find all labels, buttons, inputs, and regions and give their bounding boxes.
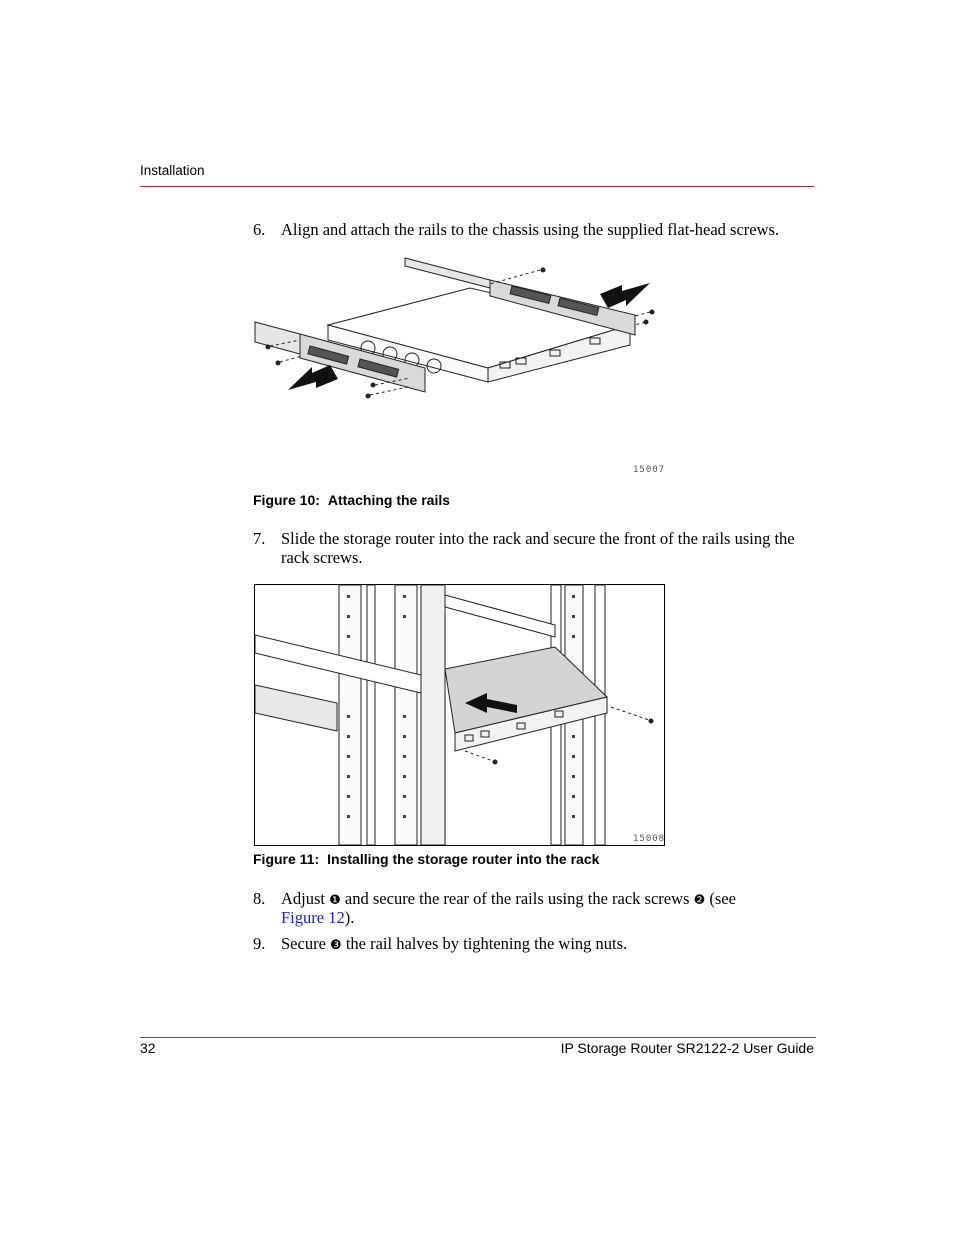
step-text-line-2: rack screws.	[281, 548, 363, 567]
callout-3-icon: ❸	[330, 938, 342, 953]
figure-title: Attaching the rails	[327, 492, 451, 508]
step-text-part: (see	[705, 889, 736, 908]
figure-label: Figure 11:	[253, 851, 320, 867]
step-number: 6.	[253, 220, 266, 239]
step-text	[281, 934, 627, 955]
step-text-part: Secure	[281, 934, 331, 953]
step-text-line-1: Slide the storage router into the rack and secure the front of the rails using the	[281, 529, 795, 548]
figure-label: Figure 10:	[253, 492, 320, 508]
running-header: Installation	[140, 163, 205, 178]
step-text-part: Adjust	[281, 889, 330, 908]
figure-10-caption	[253, 492, 450, 508]
figure-10-illustration	[250, 250, 670, 480]
rails-attachment-drawing	[250, 250, 670, 480]
figure-id: 15007	[633, 465, 666, 475]
callout-1-icon: ❶	[329, 893, 341, 908]
step-number: 7.	[253, 529, 266, 548]
footer-rule	[140, 1037, 816, 1038]
step-number: 9.	[253, 934, 266, 953]
callout-2-icon: ❷	[693, 893, 706, 908]
document-title: IP Storage Router SR2122-2 User Guide	[560, 1040, 814, 1056]
step-text-line-2	[281, 908, 354, 927]
page-number: 32	[140, 1040, 156, 1056]
step-text	[281, 889, 736, 910]
step-text-part: ).	[344, 908, 355, 927]
step-text: Align and attach the rails to the chassis using the supplied flat-head screws.	[281, 220, 780, 239]
figure-id: 15008	[633, 834, 666, 844]
step-6	[253, 220, 813, 240]
figure-11-illustration	[254, 584, 665, 846]
step-9	[253, 934, 815, 954]
figure-12-link[interactable]: Figure 12	[281, 908, 345, 927]
header-rule	[140, 186, 814, 187]
step-text-part: and secure the rear of the rails using the rack screws	[340, 889, 694, 908]
rack-installation-drawing	[255, 585, 664, 845]
step-text-part: the rail halves by tightening the wing nuts.	[341, 934, 628, 953]
figure-title: Installing the storage router into the rack	[327, 851, 600, 867]
figure-11-caption	[253, 851, 599, 867]
step-7	[253, 529, 815, 569]
step-number: 8.	[253, 889, 266, 908]
step-8	[253, 889, 815, 929]
